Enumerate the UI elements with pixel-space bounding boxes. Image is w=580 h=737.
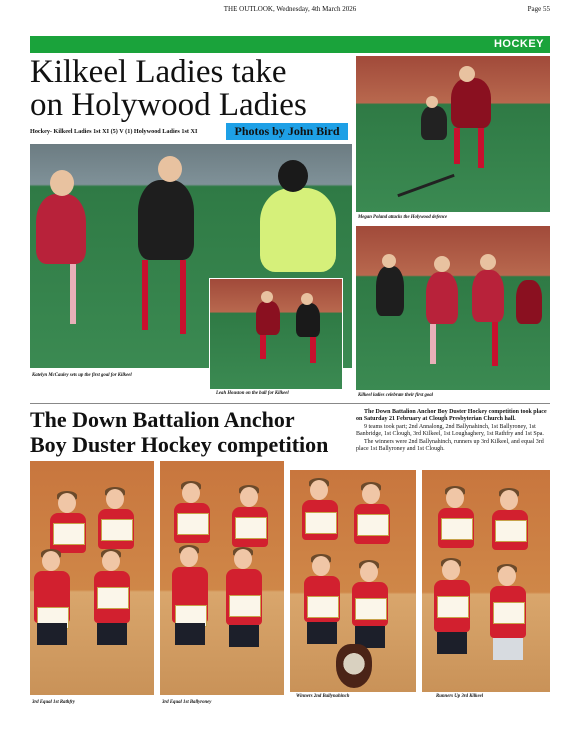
article1-headline	[30, 56, 360, 122]
caption-leah: Leah Houston on the ball for Kilkeel	[216, 391, 289, 396]
photo-ballynahinch	[290, 470, 416, 692]
page-header	[0, 2, 580, 16]
headline2-line2: Boy Duster Hockey competition	[30, 432, 329, 457]
photo-leah	[209, 278, 343, 390]
article2-results: The winners were 2nd Ballynahinch, runners up 3rd Kilkeel, and equal 3rd place 1st Ballyroney and 1st Clough.	[356, 438, 544, 453]
caption-team3: Winners 2nd Ballynahinch	[296, 694, 350, 699]
photo-ballyroney	[160, 461, 284, 695]
headline-line1: Kilkeel Ladies take	[30, 54, 287, 90]
headline2-line1: The Down Battalion Anchor	[30, 407, 295, 432]
trophy-shield	[336, 644, 372, 688]
caption-team2: 3rd Equal 1st Ballyroney	[162, 700, 212, 705]
section-label: HOCKEY	[493, 38, 544, 50]
photo-kilkeel	[422, 470, 550, 692]
section-divider	[30, 403, 550, 404]
article2-headline	[30, 407, 370, 457]
caption-team4: Runners Up 3rd Kilkeel	[436, 694, 484, 699]
article2-body	[356, 409, 552, 453]
article1-subhead: Hockey- Kilkeel Ladies 1st XI (5) V (1) Holywood Ladies 1st XI	[30, 128, 198, 135]
article2-lead: The Down Battalion Anchor Boy Duster Hockey competition took place on Saturday 21 February at Clough Presbyterian Church hall.	[356, 409, 547, 423]
photo-rathfry	[30, 461, 154, 695]
caption-team1: 3rd Equal 1st Rathfry	[32, 700, 76, 705]
caption-megan: Megan Poland attacks the Holywood defence	[358, 215, 448, 220]
issue-line: THE OUTLOOK, Wednesday, 4th March 2026	[223, 5, 357, 13]
photo-celebrate	[356, 226, 550, 390]
caption-celebrate: Kilkeel ladies celebrate their first goal	[358, 393, 434, 398]
headline-line2: on Holywood Ladies	[30, 87, 307, 123]
page-number: Page 55	[527, 5, 550, 13]
photo-megan-attack	[356, 56, 550, 212]
caption-katelyn: Katelyn McCauley sets up the first goal for Kilkeel	[32, 373, 132, 378]
article2-teams: 9 teams took part; 2nd Annalong, 2nd Ballynahinch, 1st Ballyroney, 1st Banbridge, 1st Clough, 3rd Kilkeel, 1st Loughaghery, 1st Rathfry and 1st Spa.	[356, 423, 544, 438]
photo-credit: Photos by John Bird	[226, 123, 348, 140]
section-band	[30, 36, 550, 53]
